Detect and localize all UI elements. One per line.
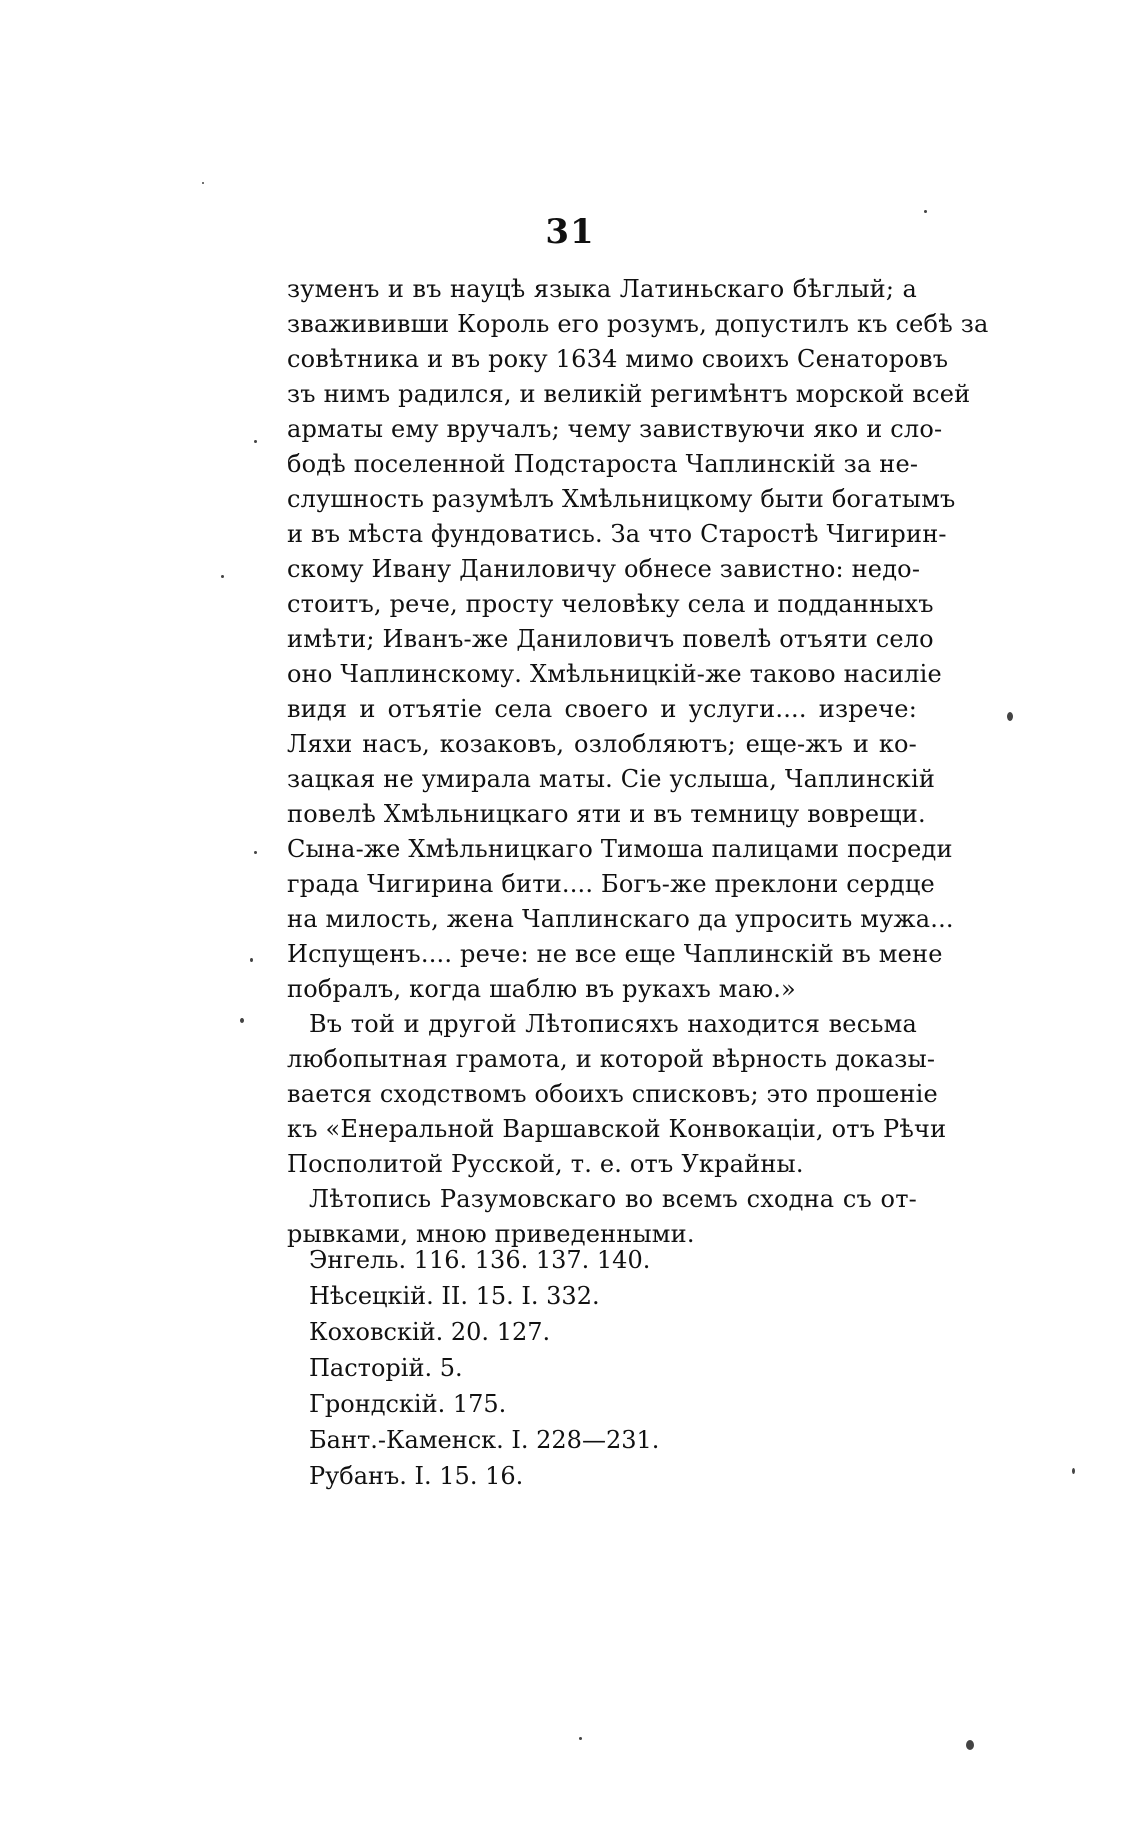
scan-speck [966, 1740, 974, 1750]
scan-speck [579, 1737, 582, 1740]
scan-speck [254, 851, 257, 854]
text-line: бодѣ поселенной Подстароста Чаплинскій за не- [287, 450, 919, 478]
reference-item: Пасторій. 5. [309, 1354, 463, 1382]
text-line: оно Чаплинскому. Хмѣльницкій-же таково насиліе [287, 660, 942, 688]
text-line: имѣти; Иванъ-же Даниловичъ повелѣ отъяти село [287, 625, 934, 653]
scan-speck [240, 1018, 244, 1023]
text-line: любопытная грамота, и которой вѣрность доказы- [287, 1045, 936, 1073]
reference-item: Бант.-Каменск. I. 228—231. [309, 1426, 660, 1454]
text-line: и въ мѣста фундоватись. За что Старостѣ Чигирин- [287, 520, 947, 548]
text-line: зуменъ и въ науцѣ языка Латиньскаго бѣглый; а [287, 275, 917, 303]
scan-speck [1072, 1468, 1075, 1474]
text-line: къ «Енеральной Варшавской Конвокаціи, отъ Рѣчи [287, 1115, 947, 1143]
text-line: видя и отъятіе села своего и услуги.... изрече: [287, 695, 917, 723]
text-line: Испущенъ.... рече: не все еще Чаплинскій въ мене [287, 940, 943, 968]
text-line: скому Ивану Даниловичу обнесе завистно: недо- [287, 555, 921, 583]
text-line: града Чигирина бити.... Богъ-же преклони сердце [287, 870, 935, 898]
scan-speck [1007, 712, 1013, 721]
scan-speck [221, 575, 224, 578]
text-line: совѣтника и въ року 1634 мимо своихъ Сенаторовъ [287, 345, 949, 373]
references-list [309, 1242, 659, 1494]
page-number: 31 [545, 212, 595, 252]
reference-item: Рубанъ. I. 15. 16. [309, 1462, 524, 1490]
text-line: Ляхи насъ, козаковъ, озлобляютъ; еще-жъ и ко- [287, 730, 917, 758]
text-line: слушность разумѣлъ Хмѣльницкому быти богатымъ [287, 485, 956, 513]
text-line: зацкая не умирала маты. Сіе услыша, Чаплинскій [287, 765, 936, 793]
scan-speck [202, 182, 204, 184]
text-line: Посполитой Русской, т. е. отъ Украйны. [287, 1150, 804, 1178]
text-line: рывками, мною приведенными. [287, 1220, 695, 1248]
paragraph-start-line: Въ той и другой Лѣтописяхъ находится весьма [309, 1010, 917, 1038]
text-line: побралъ, когда шаблю въ рукахъ маю.» [287, 975, 796, 1003]
text-line: стоитъ, рече, просту человѣку села и подданныхъ [287, 590, 934, 618]
text-line: зъ нимъ радился, и великій регимѣнтъ морской всей [287, 380, 971, 408]
scan-speck [924, 210, 927, 213]
scan-speck [250, 958, 253, 962]
text-line: на милость, жена Чаплинскаго да упросить мужа... [287, 905, 954, 933]
paragraph-start-line: Лѣтопись Разумовскаго во всемъ сходна съ от- [309, 1185, 917, 1213]
text-line: вается сходствомъ обоихъ списковъ; это прошеніе [287, 1080, 938, 1108]
body-text [287, 272, 989, 1252]
text-line: повелѣ Хмѣльницкаго яти и въ темницу воврещи. [287, 800, 926, 828]
reference-item: Нѣсецкій. II. 15. I. 332. [309, 1282, 600, 1310]
reference-item: Грондскій. 175. [309, 1390, 507, 1418]
reference-item: Коховскій. 20. 127. [309, 1318, 551, 1346]
scan-speck [254, 440, 257, 443]
reference-item: Энгель. 116. 136. 137. 140. [309, 1246, 651, 1274]
text-line: арматы ему вручалъ; чему завиствуючи яко и сло- [287, 415, 943, 443]
text-line: зважививши Король его розумъ, допустилъ къ себѣ за [287, 310, 989, 338]
text-line: Сына-же Хмѣльницкаго Тимоша палицами посреди [287, 835, 953, 863]
